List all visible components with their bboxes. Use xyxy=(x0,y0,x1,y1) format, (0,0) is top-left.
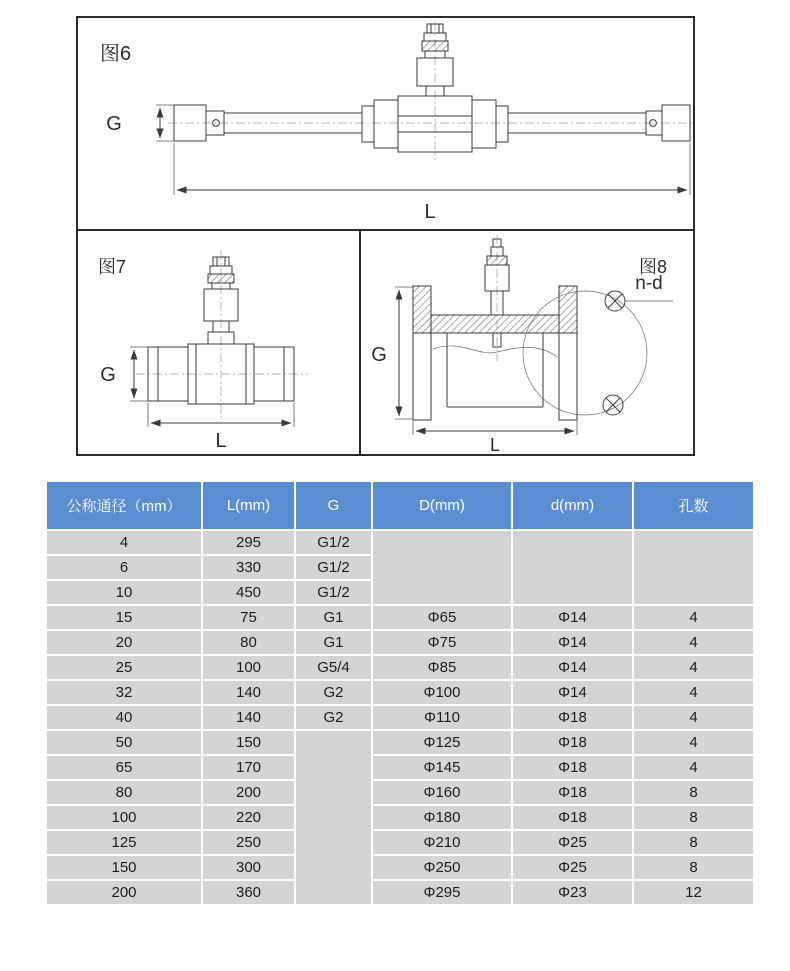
fig8-lower-body xyxy=(447,333,543,407)
cell-r3-c5: 4 xyxy=(633,605,754,630)
cell-r14-c3: Φ295 xyxy=(372,880,512,905)
cell-r14-c4: Φ23 xyxy=(512,880,633,905)
cell-r13-c3: Φ250 xyxy=(372,855,512,880)
cell-r2-c0: 10 xyxy=(46,580,202,605)
cell-r5-c3: Φ85 xyxy=(372,655,512,680)
cell-r6-c5: 4 xyxy=(633,680,754,705)
cell-r7-c3: Φ110 xyxy=(372,705,512,730)
spec-table-body xyxy=(46,530,754,905)
fig8-dim-l xyxy=(413,421,577,452)
fig8-label: 图8 xyxy=(639,257,668,277)
cell-r14-c5: 12 xyxy=(633,880,754,905)
cell-r4-c2: G1 xyxy=(295,630,372,655)
cell-r5-c1: 100 xyxy=(202,655,295,680)
fig8-dim-g xyxy=(371,287,413,419)
cell-r8-c3: Φ125 xyxy=(372,730,512,755)
col-header-1: L(mm) xyxy=(202,481,295,530)
cell-r1-c1: 330 xyxy=(202,555,295,580)
cell-r10-c1: 200 xyxy=(202,780,295,805)
fig7-drawing xyxy=(78,231,359,452)
cell-r12-c4: Φ25 xyxy=(512,830,633,855)
cell-r3-c4: Φ14 xyxy=(512,605,633,630)
cell-r0-c4 xyxy=(512,530,633,605)
cell-r0-c3 xyxy=(372,530,512,605)
cell-r6-c4: Φ14 xyxy=(512,680,633,705)
spec-table xyxy=(45,480,755,906)
cell-r8-c1: 150 xyxy=(202,730,295,755)
fig8-bolt-label: n-d xyxy=(635,273,663,294)
cell-r3-c1: 75 xyxy=(202,605,295,630)
cell-r5-c2: G5/4 xyxy=(295,655,372,680)
cell-r13-c5: 8 xyxy=(633,855,754,880)
table-row-65 xyxy=(46,755,754,780)
cell-r1-c0: 6 xyxy=(46,555,202,580)
cell-r11-c4: Φ18 xyxy=(512,805,633,830)
table-row-25 xyxy=(46,655,754,680)
cell-r7-c1: 140 xyxy=(202,705,295,730)
svg-text:G: G xyxy=(371,344,387,366)
svg-text:G: G xyxy=(100,364,116,386)
cell-r8-c4: Φ18 xyxy=(512,730,633,755)
cell-r7-c2: G2 xyxy=(295,705,372,730)
cell-r7-c0: 40 xyxy=(46,705,202,730)
cell-r8-c5: 4 xyxy=(633,730,754,755)
cell-r13-c4: Φ25 xyxy=(512,855,633,880)
svg-text:L: L xyxy=(489,435,501,452)
cell-r0-c1: 295 xyxy=(202,530,295,555)
table-row-32 xyxy=(46,680,754,705)
cell-r8-c2 xyxy=(295,730,372,905)
table-row-80 xyxy=(46,780,754,805)
cell-r10-c4: Φ18 xyxy=(512,780,633,805)
cell-r3-c0: 15 xyxy=(46,605,202,630)
cell-r5-c0: 25 xyxy=(46,655,202,680)
cell-r4-c0: 20 xyxy=(46,630,202,655)
fig7-label: 图7 xyxy=(98,257,127,277)
table-row-50 xyxy=(46,730,754,755)
cell-r6-c3: Φ100 xyxy=(372,680,512,705)
cell-r2-c2: G1/2 xyxy=(295,580,372,605)
cell-r7-c5: 4 xyxy=(633,705,754,730)
cell-r12-c0: 125 xyxy=(46,830,202,855)
table-row-100 xyxy=(46,805,754,830)
cell-r9-c4: Φ18 xyxy=(512,755,633,780)
fig6-dim-l xyxy=(174,143,690,223)
fig6-dim-g xyxy=(106,105,174,141)
svg-text:L: L xyxy=(424,201,436,223)
fig6-drawing xyxy=(78,18,693,229)
fig6-label: 图6 xyxy=(100,43,132,65)
cell-r11-c3: Φ180 xyxy=(372,805,512,830)
cell-r10-c0: 80 xyxy=(46,780,202,805)
cell-r6-c0: 32 xyxy=(46,680,202,705)
cell-r7-c4: Φ18 xyxy=(512,705,633,730)
cell-r4-c5: 4 xyxy=(633,630,754,655)
table-row-150 xyxy=(46,855,754,880)
cell-r9-c0: 65 xyxy=(46,755,202,780)
cell-r13-c0: 150 xyxy=(46,855,202,880)
cell-r11-c0: 100 xyxy=(46,805,202,830)
header-row xyxy=(46,481,754,530)
cell-r13-c1: 300 xyxy=(202,855,295,880)
cell-r11-c5: 8 xyxy=(633,805,754,830)
cell-r9-c3: Φ145 xyxy=(372,755,512,780)
cell-r0-c5 xyxy=(633,530,754,605)
figure-6 xyxy=(78,18,693,231)
fig8-flanges xyxy=(413,286,577,420)
cell-r0-c0: 4 xyxy=(46,530,202,555)
svg-text:L: L xyxy=(215,430,227,452)
cell-r0-c2: G1/2 xyxy=(295,530,372,555)
col-header-5: 孔数 xyxy=(633,481,754,530)
cell-r3-c2: G1 xyxy=(295,605,372,630)
col-header-4: d(mm) xyxy=(512,481,633,530)
col-header-3: D(mm) xyxy=(372,481,512,530)
fig8-drawing xyxy=(361,231,691,452)
spec-table-head xyxy=(46,481,754,530)
cell-r4-c3: Φ75 xyxy=(372,630,512,655)
cell-r12-c1: 250 xyxy=(202,830,295,855)
col-header-2: G xyxy=(295,481,372,530)
cell-r9-c5: 4 xyxy=(633,755,754,780)
table-row-125 xyxy=(46,830,754,855)
cell-r5-c5: 4 xyxy=(633,655,754,680)
cell-r10-c5: 8 xyxy=(633,780,754,805)
cell-r10-c3: Φ160 xyxy=(372,780,512,805)
fig8-bolt-circle xyxy=(523,273,673,415)
cell-r12-c5: 8 xyxy=(633,830,754,855)
cell-r11-c1: 220 xyxy=(202,805,295,830)
cell-r3-c3: Φ65 xyxy=(372,605,512,630)
cell-r8-c0: 50 xyxy=(46,730,202,755)
table-row-20 xyxy=(46,630,754,655)
cell-r4-c4: Φ14 xyxy=(512,630,633,655)
svg-text:G: G xyxy=(106,113,122,135)
cell-r14-c0: 200 xyxy=(46,880,202,905)
table-row-15 xyxy=(46,605,754,630)
cell-r14-c1: 360 xyxy=(202,880,295,905)
col-header-0: 公称通径（mm） xyxy=(46,481,202,530)
fig8-internal-contour xyxy=(433,346,557,357)
table-row-200 xyxy=(46,880,754,905)
fig8-top-wall xyxy=(431,315,559,333)
cell-r1-c2: G1/2 xyxy=(295,555,372,580)
figure-8 xyxy=(361,231,693,454)
table-row-4 xyxy=(46,530,754,555)
table-row-40 xyxy=(46,705,754,730)
cell-r2-c1: 450 xyxy=(202,580,295,605)
cell-r4-c1: 80 xyxy=(202,630,295,655)
figures-panel xyxy=(76,16,695,456)
figures-bottom-row xyxy=(78,231,693,454)
figure-7 xyxy=(78,231,361,454)
cell-r5-c4: Φ14 xyxy=(512,655,633,680)
cell-r6-c2: G2 xyxy=(295,680,372,705)
cell-r6-c1: 140 xyxy=(202,680,295,705)
cell-r9-c1: 170 xyxy=(202,755,295,780)
cell-r12-c3: Φ210 xyxy=(372,830,512,855)
